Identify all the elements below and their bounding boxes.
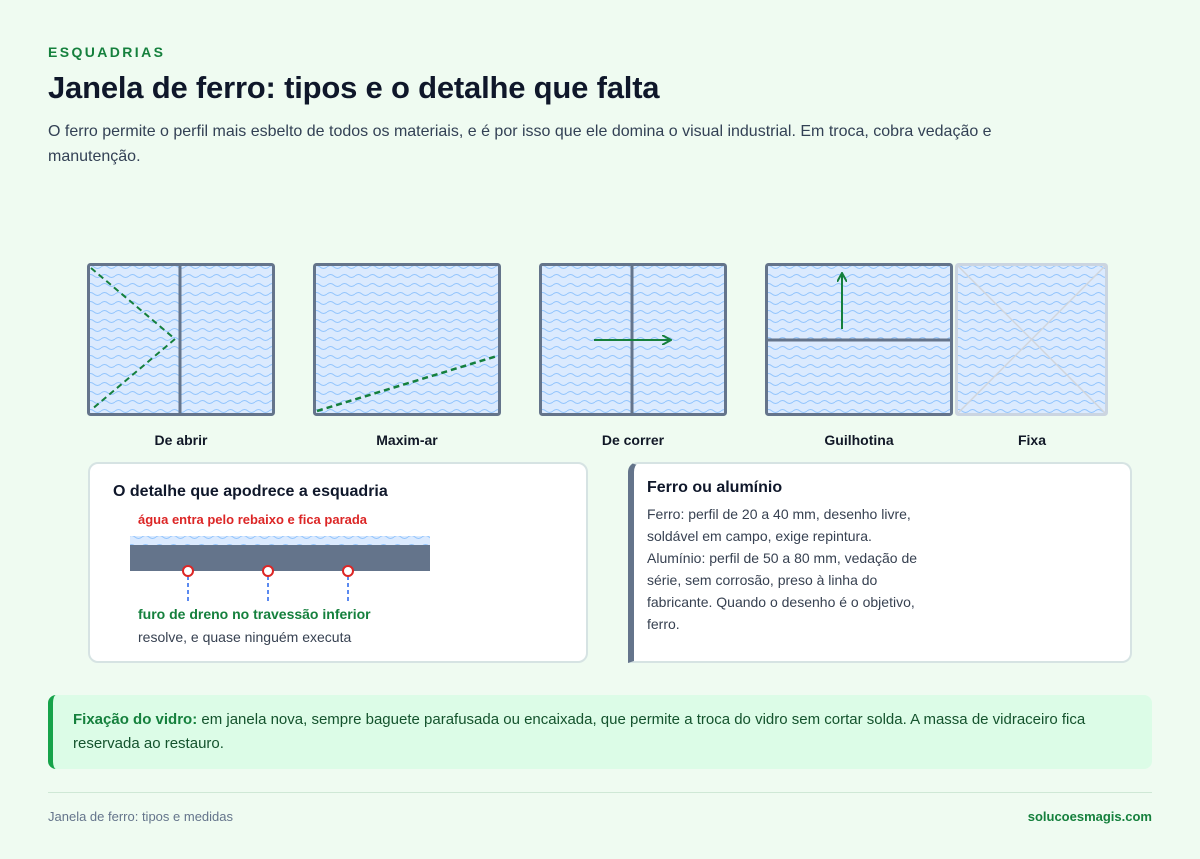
drain-detail-card	[88, 462, 588, 663]
window-de-correr	[539, 262, 727, 457]
drain-solution-note: resolve, e quase ninguém executa	[138, 629, 352, 645]
compare-line: Ferro: perfil de 20 a 40 mm, desenho livre,	[647, 506, 911, 522]
note-text: em janela nova, sempre baguete parafusada ou encaixada, que permite a troca do vidro sem cortar solda. A massa de vidraceiro fica reservada ao restauro.	[73, 711, 1086, 752]
drain-hole-icon	[343, 566, 353, 602]
window-guilhotina-drawing	[765, 262, 953, 417]
window-label: Guilhotina	[824, 432, 894, 448]
drain-detail-title: O detalhe que apodrece a esquadria	[113, 483, 388, 500]
compare-line: fabricante. Quando o desenho é o objetivo, ferro.	[647, 594, 915, 632]
window-label: De correr	[601, 432, 665, 448]
window-guilhotina	[765, 262, 953, 457]
window-de-correr-drawing	[539, 262, 727, 417]
drain-solution-label: furo de dreno no travessão inferior	[138, 606, 371, 622]
footer-divider	[48, 792, 1152, 793]
window-fixa-drawing	[955, 262, 1109, 417]
compare-line: soldável em campo, exige repintura.	[647, 528, 872, 544]
note-lead: Fixação do vidro:	[73, 711, 198, 728]
frame-profile-diagram	[128, 532, 432, 604]
window-de-abrir-drawing	[87, 262, 275, 417]
window-label: Maxim-ar	[376, 432, 438, 448]
material-compare-title: Ferro ou alumínio	[647, 479, 783, 496]
bottom-rail	[130, 545, 430, 571]
window-fixa	[955, 262, 1143, 457]
drain-hole-icon	[263, 566, 273, 602]
compare-line: série, sem corrosão, preso à linha do	[647, 572, 878, 588]
material-compare-card	[628, 462, 1132, 663]
footer-site-link[interactable]: solucoesmagis.com	[1027, 809, 1152, 824]
window-maxim-ar-drawing	[313, 262, 501, 417]
window-maxim-ar	[313, 262, 501, 457]
window-de-abrir	[87, 262, 275, 457]
page-title: Janela de ferro: tipos e o detalhe que falta	[48, 70, 660, 105]
compare-line: Alumínio: perfil de 50 a 80 mm, vedação de	[647, 550, 918, 566]
lead-paragraph: O ferro permite o perfil mais esbelto de todos os materiais, e é por isso que ele domina o visual industrial. Em troca, cobra vedação e manutenção.	[48, 123, 992, 165]
eyebrow-label: ESQUADRIAS	[48, 44, 166, 60]
window-label: Fixa	[1017, 432, 1046, 448]
glass-fixing-note	[48, 695, 1152, 769]
window-types-row	[0, 262, 1200, 457]
drain-hole-icon	[183, 566, 193, 602]
material-compare-body	[647, 503, 947, 635]
water-warning-label: água entra pelo rebaixo e fica parada	[138, 512, 368, 527]
footer-caption: Janela de ferro: tipos e medidas	[48, 809, 233, 824]
window-label: De abrir	[154, 432, 208, 448]
